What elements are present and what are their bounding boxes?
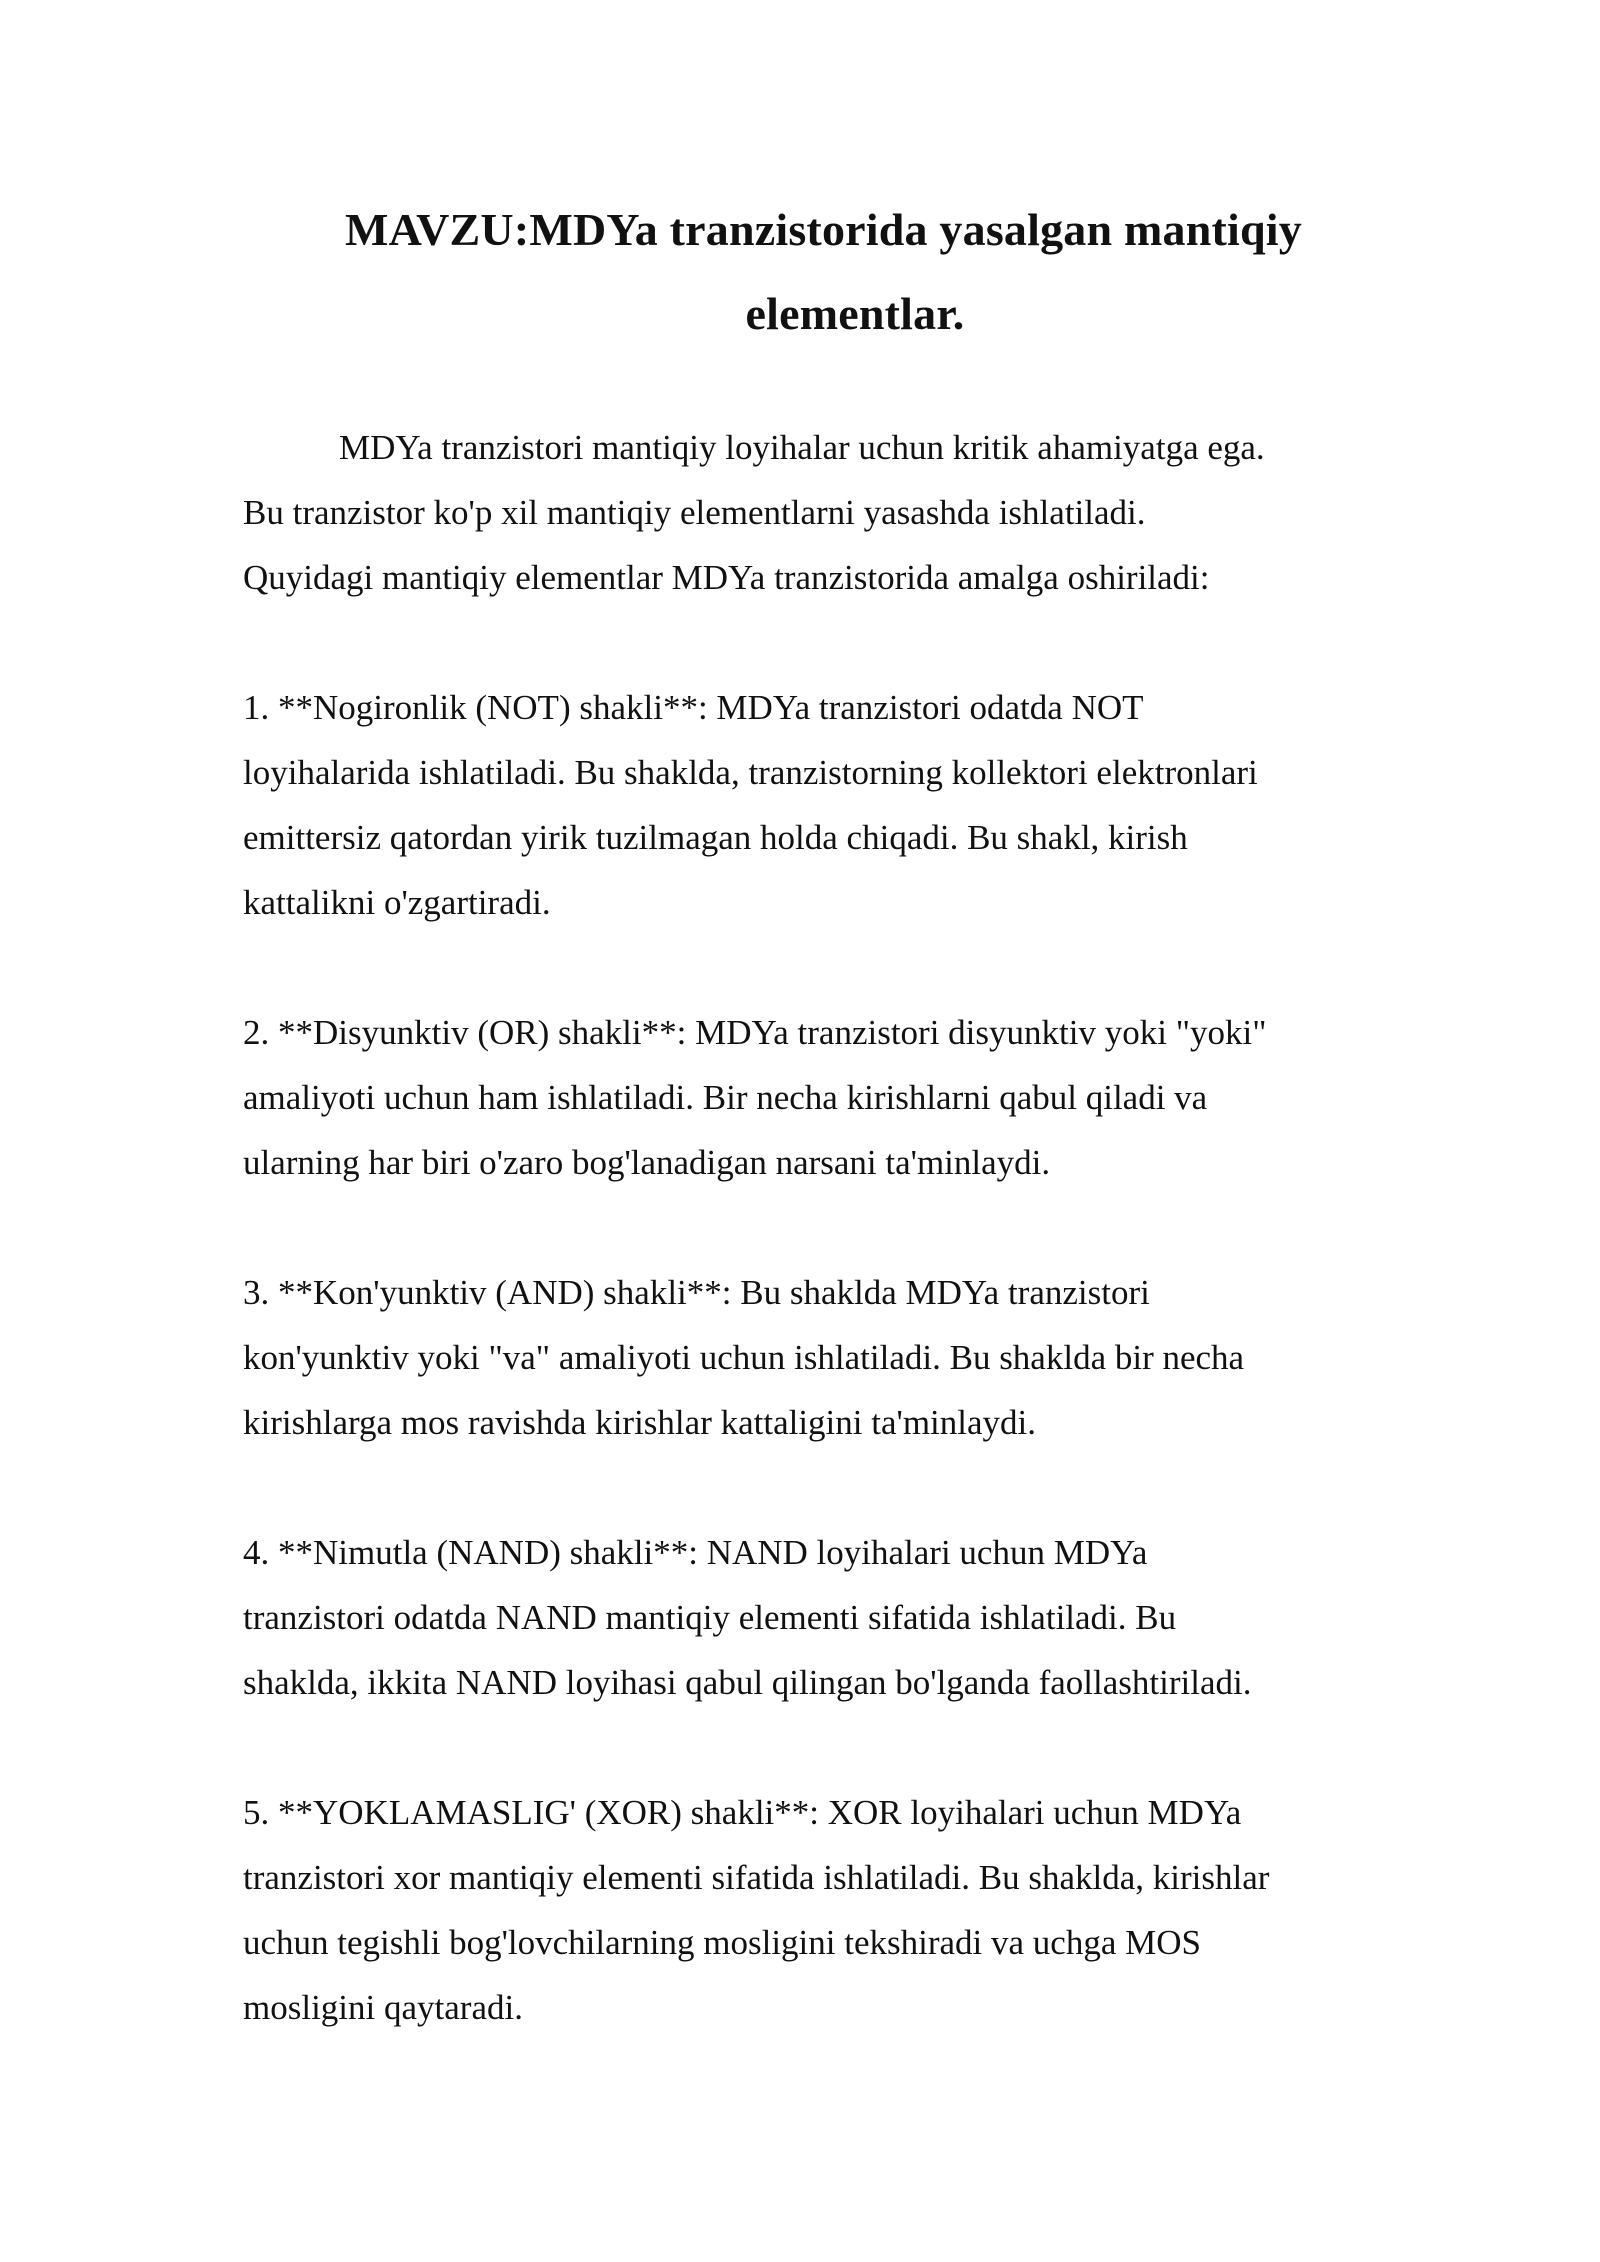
document-title [330, 188, 1380, 356]
title-line-1: MAVZU:MDYa tranzistorida yasalgan mantiqiy [345, 204, 1302, 255]
title-line-2: elementlar. [745, 288, 965, 339]
item-line: uchun tegishli bog'lovchilarning mosligini tekshiradi va uchga MOS [243, 1923, 1201, 1962]
intro-line: Quyidagi mantiqiy elementlar MDYa tranzistorida amalga oshiriladi: [243, 558, 1210, 597]
item-line: kon'yunktiv yoki "va" amaliyoti uchun ishlatiladi. Bu shaklda bir necha [243, 1338, 1245, 1377]
list-item-not [243, 675, 1373, 935]
list-item-or [243, 1000, 1373, 1195]
intro-line: Bu tranzistor ko'p xil mantiqiy elementlarni yasashda ishlatiladi. [243, 493, 1146, 532]
intro-paragraph [243, 415, 1373, 610]
item-line: mosligini qaytaradi. [243, 1988, 523, 2027]
item-line: 1. **Nogironlik (NOT) shakli**: MDYa tranzistori odatda NOT [243, 688, 1144, 727]
item-line: kattalikni o'zgartiradi. [243, 883, 551, 922]
item-line: shaklda, ikkita NAND loyihasi qabul qilingan bo'lganda faollashtiriladi. [243, 1663, 1252, 1702]
item-line: amaliyoti uchun ham ishlatiladi. Bir necha kirishlarni qabul qiladi va [243, 1078, 1208, 1117]
item-line: 2. **Disyunktiv (OR) shakli**: MDYa tranzistori disyunktiv yoki "yoki" [243, 1013, 1267, 1052]
item-line: loyihalarida ishlatiladi. Bu shaklda, tranzistorning kollektori elektronlari [243, 753, 1258, 792]
item-line: emittersiz qatordan yirik tuzilmagan holda chiqadi. Bu shakl, kirish [243, 818, 1188, 857]
document-body [243, 415, 1373, 2105]
item-line: kirishlarga mos ravishda kirishlar kattaligini ta'minlaydi. [243, 1403, 1037, 1442]
item-line: 5. **YOKLAMASLIG' (XOR) shakli**: XOR loyihalari uchun MDYa [243, 1793, 1242, 1832]
item-line: 3. **Kon'yunktiv (AND) shakli**: Bu shaklda MDYa tranzistori [243, 1273, 1150, 1312]
item-line: tranzistori xor mantiqiy elementi sifatida ishlatiladi. Bu shaklda, kirishlar [243, 1858, 1270, 1897]
list-item-nand [243, 1520, 1373, 1715]
item-line: tranzistori odatda NAND mantiqiy elementi sifatida ishlatiladi. Bu [243, 1598, 1177, 1637]
list-item-xor [243, 1780, 1373, 2040]
item-line: ularning har biri o'zaro bog'lanadigan narsani ta'minlaydi. [243, 1143, 1051, 1182]
item-line: 4. **Nimutla (NAND) shakli**: NAND loyihalari uchun MDYa [243, 1533, 1148, 1572]
list-item-and [243, 1260, 1373, 1455]
intro-line: MDYa tranzistori mantiqiy loyihalar uchun kritik ahamiyatga ega. [339, 428, 1265, 467]
